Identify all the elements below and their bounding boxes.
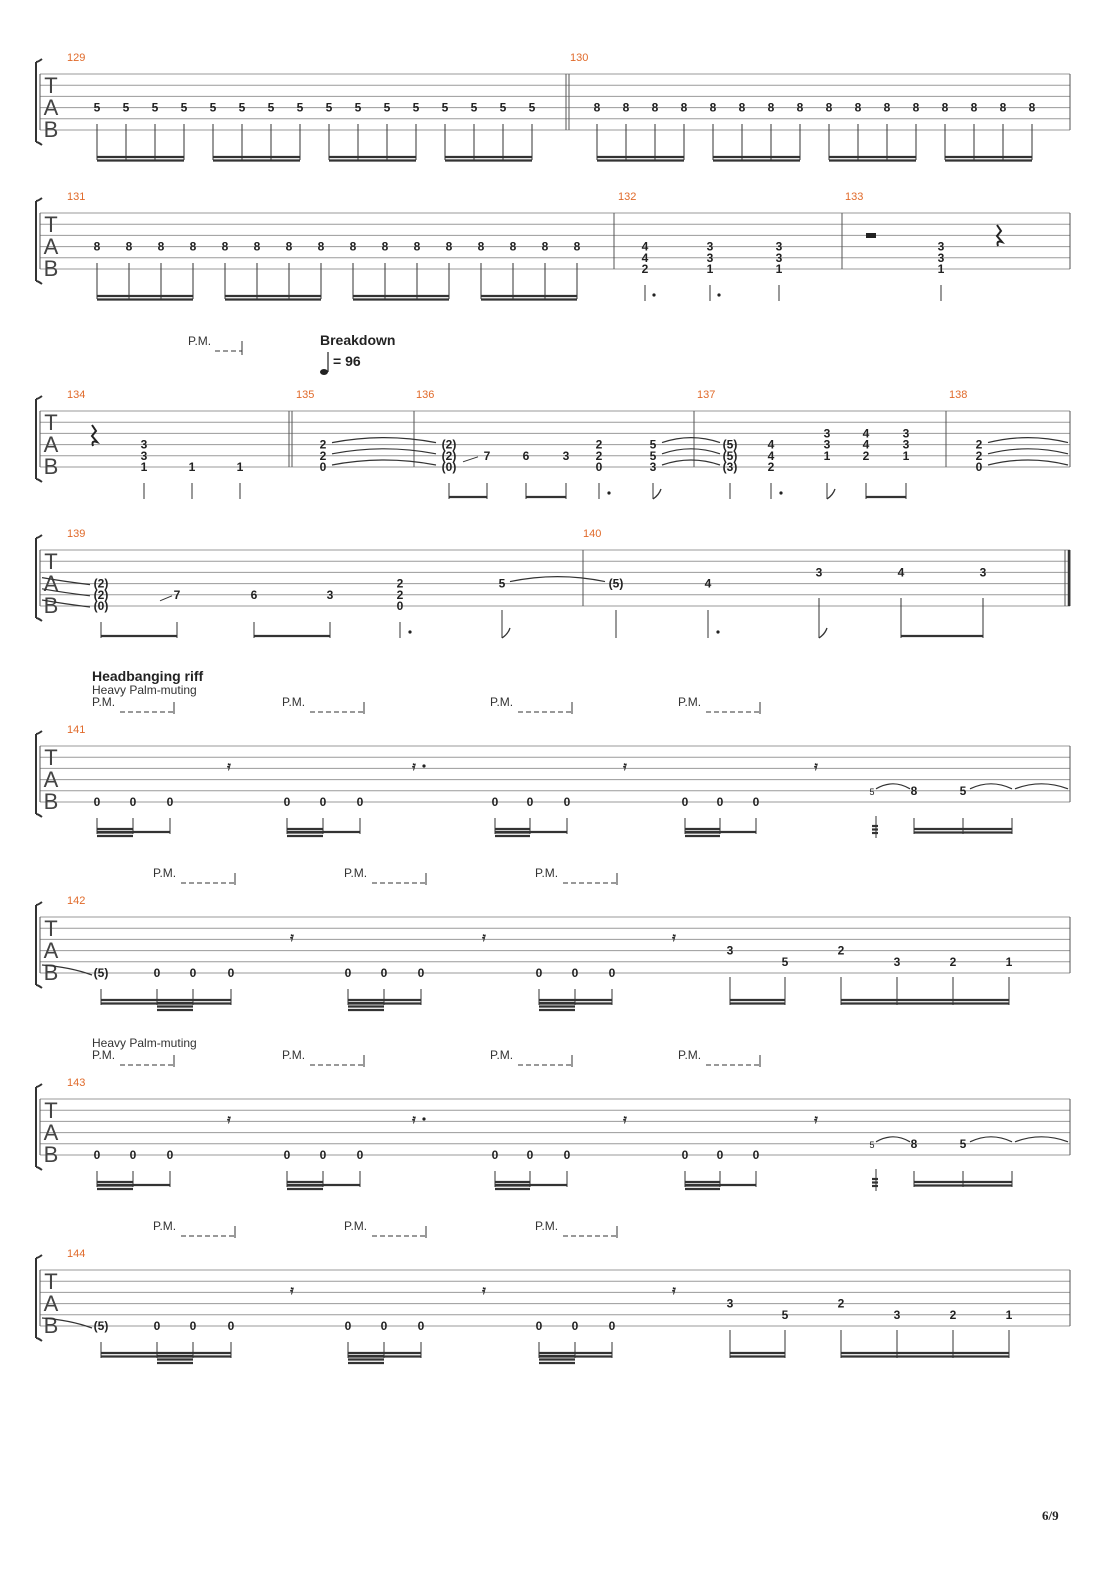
fret-number: 3 xyxy=(140,448,148,463)
palm-mute-label: P.M. xyxy=(490,695,514,709)
fret-number: 3 xyxy=(562,448,570,463)
palm-mute-label: P.M. xyxy=(344,866,368,880)
fret-number: 5 xyxy=(296,100,304,115)
fret-number: 5 xyxy=(151,100,159,115)
fret-number: 8 xyxy=(285,239,293,254)
fret-number: 1 xyxy=(1005,1307,1013,1322)
fret-number: 0 xyxy=(93,1148,101,1162)
fret-number: 4 xyxy=(641,239,649,254)
fret-number: 8 xyxy=(477,239,485,254)
tab-clef-letter: T xyxy=(44,212,58,237)
fret-number: 3 xyxy=(902,426,910,441)
tab-clef-letter: A xyxy=(43,1120,59,1145)
fret-number: 0 xyxy=(396,599,404,613)
tie xyxy=(510,577,605,582)
fret-number: 2 xyxy=(396,576,404,591)
fret-number: (2) xyxy=(93,576,109,591)
fret-number: 5 xyxy=(869,1139,875,1150)
fret-number: 8 xyxy=(622,100,630,115)
fret-number: 1 xyxy=(1005,954,1013,969)
tab-clef-letter: A xyxy=(43,938,59,963)
fret-number: 3 xyxy=(726,1296,734,1311)
fret-number: 8 xyxy=(941,100,949,115)
fret-number: 3 xyxy=(706,239,714,254)
fret-number: 5 xyxy=(267,100,275,115)
tab-clef-letter: T xyxy=(44,745,58,770)
measure-number: 142 xyxy=(67,895,86,907)
fret-number: 0 xyxy=(417,966,425,980)
quarter-rest xyxy=(92,425,97,446)
fret-number: 5 xyxy=(498,576,506,591)
sixteenth-rest: 𝄿 xyxy=(672,930,676,944)
tempo-marking: = 96 xyxy=(333,353,361,369)
measure-number: 130 xyxy=(570,52,589,64)
fret-number: 5 xyxy=(499,100,507,115)
tab-clef-letter: T xyxy=(44,410,58,435)
fret-number: (0) xyxy=(93,599,109,613)
augmentation-dot xyxy=(607,491,610,494)
half-rest xyxy=(866,233,876,238)
fret-number: 0 xyxy=(189,966,197,980)
fret-number: (5) xyxy=(608,576,624,591)
tab-clef-letter: B xyxy=(43,1313,59,1338)
fret-number: 0 xyxy=(571,966,579,980)
fret-number: 0 xyxy=(227,966,235,980)
fret-number: 0 xyxy=(526,1148,534,1162)
fret-number: 0 xyxy=(681,1148,689,1162)
tie xyxy=(876,1137,910,1142)
fret-number: 0 xyxy=(491,1148,499,1162)
measure-number: 144 xyxy=(67,1248,86,1260)
fret-number: 8 xyxy=(413,239,421,254)
fret-number: 5 xyxy=(209,100,217,115)
fret-number: 0 xyxy=(752,795,760,809)
fret-number: 2 xyxy=(949,1307,957,1322)
fret-number: 8 xyxy=(796,100,804,115)
tab-clef-letter: B xyxy=(43,960,59,985)
fret-number: 5 xyxy=(412,100,420,115)
fret-number: 5 xyxy=(325,100,333,115)
tie xyxy=(876,784,910,789)
fret-number: 0 xyxy=(380,966,388,980)
fret-number: 5 xyxy=(869,786,875,797)
augmentation-dot xyxy=(779,491,782,494)
measure-number: 129 xyxy=(67,52,86,64)
fret-number: 0 xyxy=(595,460,603,474)
fret-number: 8 xyxy=(593,100,601,115)
tab-clef-letter: A xyxy=(43,234,59,259)
fret-number: 3 xyxy=(893,1307,901,1322)
fret-number: 6 xyxy=(250,587,258,602)
note-flag xyxy=(653,489,661,499)
fret-number: 2 xyxy=(949,954,957,969)
sixteenth-rest: 𝄿 xyxy=(412,759,416,773)
note-flag xyxy=(819,628,827,638)
fret-number: 2 xyxy=(595,437,603,452)
fret-number: 1 xyxy=(706,262,714,276)
fret-number: 4 xyxy=(641,250,649,265)
fret-number: 2 xyxy=(319,448,327,463)
fret-number: 8 xyxy=(999,100,1007,115)
fret-number: 0 xyxy=(716,1148,724,1162)
fret-number: 8 xyxy=(680,100,688,115)
fret-number: 5 xyxy=(93,100,101,115)
fret-number: 2 xyxy=(975,448,983,463)
system-bracket xyxy=(36,1084,42,1170)
tie xyxy=(988,460,1068,465)
fret-number: 5 xyxy=(959,1136,967,1151)
heavy-palm-muting-label: Heavy Palm-muting xyxy=(92,683,197,697)
tab-clef-letter: A xyxy=(43,432,59,457)
measure-number: 140 xyxy=(583,528,602,540)
fret-number: 3 xyxy=(979,565,987,580)
fret-number: 1 xyxy=(775,262,783,276)
fret-number: 0 xyxy=(716,795,724,809)
fret-number: 0 xyxy=(166,1148,174,1162)
fret-number: 8 xyxy=(910,783,918,798)
system-bracket xyxy=(36,396,42,482)
fret-number: 2 xyxy=(837,943,845,958)
tie xyxy=(332,460,436,465)
tab-clef-letter: T xyxy=(44,1098,58,1123)
tab-clef-letter: A xyxy=(43,767,59,792)
tempo-quarter-note xyxy=(320,369,328,375)
fret-number: 3 xyxy=(649,460,657,474)
palm-mute-label: P.M. xyxy=(490,1048,514,1062)
tie xyxy=(1015,1137,1068,1142)
palm-mute-label: P.M. xyxy=(188,334,212,348)
tab-clef-letter: T xyxy=(44,1269,58,1294)
fret-number: 0 xyxy=(681,795,689,809)
fret-number: 1 xyxy=(140,460,148,474)
measure-number: 141 xyxy=(67,724,86,736)
fret-number: 8 xyxy=(651,100,659,115)
tab-clef-letter: B xyxy=(43,789,59,814)
fret-number: 0 xyxy=(189,1319,197,1333)
fret-number: (5) xyxy=(93,1319,109,1333)
measure-number: 134 xyxy=(67,389,86,401)
section-headbanging-riff: Headbanging riff xyxy=(92,668,204,684)
fret-number: 1 xyxy=(188,460,196,474)
sixteenth-rest: 𝄿 xyxy=(290,1283,294,1297)
fret-number: 0 xyxy=(166,795,174,809)
tab-clef-letter: T xyxy=(44,549,58,574)
fret-number: 5 xyxy=(441,100,449,115)
tab-clef-letter: A xyxy=(43,1291,59,1316)
fret-number: 5 xyxy=(354,100,362,115)
measure-number: 143 xyxy=(67,1077,86,1089)
system-bracket xyxy=(36,902,42,988)
fret-number: 5 xyxy=(781,1307,789,1322)
fret-number: (2) xyxy=(93,587,109,602)
sixteenth-rest: 𝄿 xyxy=(227,1112,231,1126)
fret-number: 8 xyxy=(541,239,549,254)
sixteenth-rest: 𝄿 xyxy=(482,930,486,944)
palm-mute-label: P.M. xyxy=(535,1219,559,1233)
tab-clef-letter: A xyxy=(43,571,59,596)
fret-number: 8 xyxy=(381,239,389,254)
fret-number: 3 xyxy=(326,587,334,602)
sixteenth-rest: 𝄿 xyxy=(482,1283,486,1297)
augmentation-dot xyxy=(652,293,655,296)
tab-clef-letter: B xyxy=(43,454,59,479)
fret-number: 5 xyxy=(122,100,130,115)
fret-number: 4 xyxy=(862,426,870,441)
measure-number: 133 xyxy=(845,191,864,203)
system-bracket xyxy=(36,1255,42,1341)
fret-number: 8 xyxy=(349,239,357,254)
slide xyxy=(463,457,478,462)
measure-number: 131 xyxy=(67,191,86,203)
fret-number: 4 xyxy=(704,576,712,591)
system-bracket xyxy=(36,731,42,817)
fret-number: 0 xyxy=(563,1148,571,1162)
fret-number: 7 xyxy=(173,587,181,602)
fret-number: 8 xyxy=(709,100,717,115)
augmentation-dot xyxy=(716,630,719,633)
tie xyxy=(662,460,720,465)
fret-number: 3 xyxy=(726,943,734,958)
fret-number: 3 xyxy=(893,954,901,969)
system-bracket xyxy=(36,198,42,284)
tie xyxy=(662,449,720,454)
fret-number: 8 xyxy=(509,239,517,254)
palm-mute-label: P.M. xyxy=(153,1219,177,1233)
fret-number: 5 xyxy=(649,437,657,452)
measure-number: 132 xyxy=(618,191,637,203)
fret-number: 3 xyxy=(706,250,714,265)
fret-number: 5 xyxy=(781,954,789,969)
fret-number: 2 xyxy=(975,437,983,452)
fret-number: 0 xyxy=(129,1148,137,1162)
fret-number: 0 xyxy=(283,1148,291,1162)
tab-clef-letter: T xyxy=(44,916,58,941)
fret-number: 3 xyxy=(823,426,831,441)
fret-number: 8 xyxy=(253,239,261,254)
tie xyxy=(988,438,1068,443)
fret-number: 0 xyxy=(93,795,101,809)
fret-number: 0 xyxy=(319,795,327,809)
tie xyxy=(332,438,436,443)
fret-number: 2 xyxy=(837,1296,845,1311)
fret-number: 2 xyxy=(319,437,327,452)
tab-clef-letter: T xyxy=(44,73,58,98)
fret-number: 8 xyxy=(854,100,862,115)
fret-number: 0 xyxy=(319,460,327,474)
fret-number: 0 xyxy=(608,1319,616,1333)
fret-number: 5 xyxy=(180,100,188,115)
palm-mute-label: P.M. xyxy=(344,1219,368,1233)
fret-number: 2 xyxy=(641,262,649,276)
tab-clef-letter: B xyxy=(43,117,59,142)
tie xyxy=(970,784,1012,789)
sixteenth-rest: 𝄿 xyxy=(623,1112,627,1126)
fret-number: 6 xyxy=(522,448,530,463)
fret-number: 0 xyxy=(563,795,571,809)
palm-mute-label: P.M. xyxy=(92,695,116,709)
fret-number: 0 xyxy=(975,460,983,474)
fret-number: 0 xyxy=(356,795,364,809)
fret-number: 8 xyxy=(93,239,101,254)
fret-number: 4 xyxy=(897,565,905,580)
fret-number: (2) xyxy=(441,437,457,452)
fret-number: (0) xyxy=(441,460,457,474)
augmentation-dot xyxy=(717,293,720,296)
measure-number: 138 xyxy=(949,389,968,401)
fret-number: 8 xyxy=(189,239,197,254)
tie xyxy=(988,449,1068,454)
fret-number: 2 xyxy=(862,448,870,463)
tie xyxy=(332,449,436,454)
fret-number: 1 xyxy=(236,460,244,474)
measure-number: 137 xyxy=(697,389,716,401)
measure-number: 139 xyxy=(67,528,86,540)
page-number: 6/9 xyxy=(1042,1508,1059,1523)
palm-mute-label: P.M. xyxy=(535,866,559,880)
sixteenth-rest: 𝄿 xyxy=(227,759,231,773)
fret-number: 5 xyxy=(383,100,391,115)
tie xyxy=(662,438,720,443)
fret-number: 0 xyxy=(535,966,543,980)
system-bracket xyxy=(36,535,42,621)
fret-number: 0 xyxy=(319,1148,327,1162)
palm-mute-label: P.M. xyxy=(282,1048,306,1062)
tie xyxy=(1015,784,1068,789)
fret-number: 1 xyxy=(937,262,945,276)
fret-number: 0 xyxy=(344,966,352,980)
fret-number: 2 xyxy=(595,448,603,463)
augmentation-dot xyxy=(422,764,425,767)
heavy-palm-muting-label: Heavy Palm-muting xyxy=(92,1036,197,1050)
fret-number: 8 xyxy=(767,100,775,115)
fret-number: 8 xyxy=(883,100,891,115)
fret-number: 8 xyxy=(445,239,453,254)
fret-number: 1 xyxy=(823,448,831,463)
section-breakdown: Breakdown xyxy=(320,332,396,348)
fret-number: 3 xyxy=(937,239,945,254)
fret-number: 2 xyxy=(396,587,404,602)
fret-number: 5 xyxy=(649,448,657,463)
sixteenth-rest: 𝄿 xyxy=(412,1112,416,1126)
augmentation-dot xyxy=(408,630,411,633)
sixteenth-rest: 𝄿 xyxy=(623,759,627,773)
fret-number: 0 xyxy=(153,1319,161,1333)
fret-number: (5) xyxy=(722,437,738,452)
system-bracket xyxy=(36,59,42,145)
fret-number: 3 xyxy=(902,437,910,452)
fret-number: 0 xyxy=(356,1148,364,1162)
fret-number: 3 xyxy=(937,250,945,265)
fret-number: 0 xyxy=(752,1148,760,1162)
fret-number: (2) xyxy=(441,448,457,463)
fret-number: 2 xyxy=(767,460,775,474)
fret-number: 3 xyxy=(140,437,148,452)
palm-mute-label: P.M. xyxy=(153,866,177,880)
sixteenth-rest: 𝄿 xyxy=(814,1112,818,1126)
fret-number: 0 xyxy=(153,966,161,980)
fret-number: 5 xyxy=(959,783,967,798)
fret-number: 3 xyxy=(775,239,783,254)
fret-number: 7 xyxy=(483,448,491,463)
fret-number: (5) xyxy=(722,448,738,463)
fret-number: 0 xyxy=(571,1319,579,1333)
fret-number: 0 xyxy=(380,1319,388,1333)
sixteenth-rest: 𝄿 xyxy=(290,930,294,944)
fret-number: 0 xyxy=(283,795,291,809)
tab-clef-letter: B xyxy=(43,1142,59,1167)
sixteenth-rest: 𝄿 xyxy=(814,759,818,773)
fret-number: 8 xyxy=(157,239,165,254)
fret-number: 0 xyxy=(129,795,137,809)
fret-number: 8 xyxy=(738,100,746,115)
fret-number: 0 xyxy=(417,1319,425,1333)
fret-number: 0 xyxy=(608,966,616,980)
fret-number: 5 xyxy=(470,100,478,115)
fret-number: 8 xyxy=(970,100,978,115)
fret-number: 0 xyxy=(491,795,499,809)
fret-number: 8 xyxy=(573,239,581,254)
fret-number: 4 xyxy=(862,437,870,452)
tab-clef-letter: B xyxy=(43,256,59,281)
palm-mute-label: P.M. xyxy=(282,695,306,709)
tab-clef-letter: B xyxy=(43,593,59,618)
fret-number: 8 xyxy=(1028,100,1036,115)
fret-number: 5 xyxy=(238,100,246,115)
augmentation-dot xyxy=(422,1117,425,1120)
fret-number: 3 xyxy=(815,565,823,580)
fret-number: 4 xyxy=(767,437,775,452)
fret-number: 3 xyxy=(823,437,831,452)
note-flag xyxy=(502,628,510,638)
tab-clef-letter: A xyxy=(43,95,59,120)
palm-mute-label: P.M. xyxy=(678,695,702,709)
fret-number: 0 xyxy=(526,795,534,809)
fret-number: (5) xyxy=(93,966,109,980)
fret-number: 3 xyxy=(775,250,783,265)
fret-number: 5 xyxy=(528,100,536,115)
palm-mute-label: P.M. xyxy=(92,1048,116,1062)
sixteenth-rest: 𝄿 xyxy=(672,1283,676,1297)
fret-number: 8 xyxy=(317,239,325,254)
fret-number: 8 xyxy=(125,239,133,254)
slide xyxy=(160,596,172,601)
fret-number: 8 xyxy=(910,1136,918,1151)
fret-number: 4 xyxy=(767,448,775,463)
note-flag xyxy=(827,489,835,499)
fret-number: 8 xyxy=(221,239,229,254)
fret-number: (3) xyxy=(722,460,738,474)
tie xyxy=(970,1137,1012,1142)
fret-number: 8 xyxy=(912,100,920,115)
fret-number: 0 xyxy=(344,1319,352,1333)
measure-number: 135 xyxy=(296,389,315,401)
measure-number: 136 xyxy=(416,389,435,401)
palm-mute-label: P.M. xyxy=(678,1048,702,1062)
fret-number: 1 xyxy=(902,448,910,463)
fret-number: 0 xyxy=(227,1319,235,1333)
fret-number: 8 xyxy=(825,100,833,115)
fret-number: 0 xyxy=(535,1319,543,1333)
